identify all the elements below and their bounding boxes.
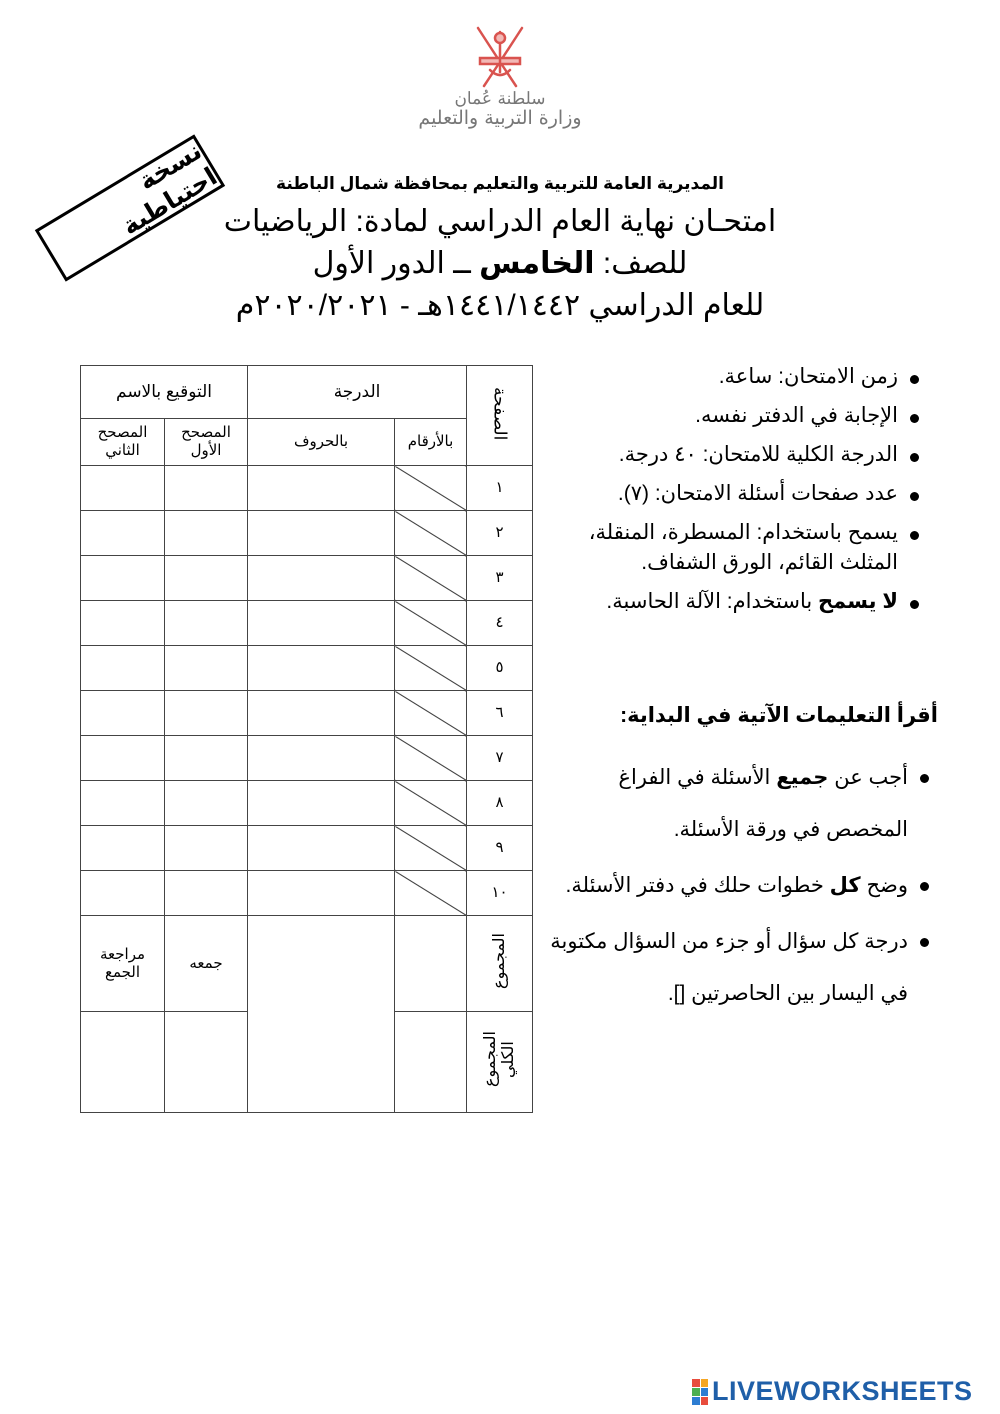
letters-cell[interactable] — [248, 556, 395, 601]
digits-cell[interactable] — [395, 556, 467, 601]
not-allowed-text: باستخدام: الآلة الحاسبة. — [606, 590, 819, 613]
total-label-cell — [467, 916, 533, 1012]
text: وضح — [860, 874, 908, 897]
not-allowed-bold: لا يسمح — [818, 590, 898, 613]
liveworksheets-logo-icon — [692, 1379, 708, 1405]
letters-cell[interactable] — [248, 466, 395, 511]
second-corrector-cell[interactable] — [81, 871, 165, 916]
table-row — [81, 691, 533, 736]
grand-total-label-cell — [467, 1012, 533, 1113]
letters-cell[interactable] — [248, 781, 395, 826]
second-corrector-cell[interactable] — [81, 646, 165, 691]
second-corrector-cell[interactable] — [81, 511, 165, 556]
digits-cell[interactable] — [395, 691, 467, 736]
info-item: يسمح باستخدام: المسطرة، المنقلة، المثلث القائم، الورق الشفاف. — [560, 518, 898, 578]
first-corrector-cell[interactable] — [165, 466, 248, 511]
grand-total-first-sign[interactable] — [165, 1012, 248, 1113]
text: الأسئلة في الفراغ المخصص في ورقة الأسئلة. — [618, 766, 908, 841]
first-corrector-cell[interactable] — [165, 511, 248, 556]
backup-copy-stamp: نسخة احتياطية — [35, 134, 225, 281]
second-corrector-cell[interactable] — [81, 781, 165, 826]
grade-name: الخامس — [479, 247, 595, 280]
table-row — [81, 466, 533, 511]
second-corrector-cell[interactable] — [81, 601, 165, 646]
text: خطوات حلك في دفتر الأسئلة. — [565, 874, 830, 897]
exam-info — [560, 362, 920, 626]
digits-cell[interactable] — [395, 511, 467, 556]
first-corrector-cell[interactable] — [165, 691, 248, 736]
letters-cell[interactable] — [248, 511, 395, 556]
page-number: ٧ — [467, 736, 533, 781]
header-second-corrector: المصحح الثاني — [81, 419, 165, 466]
header-page — [467, 366, 533, 466]
info-item: الدرجة الكلية للامتحان: ٤٠ درجة. — [560, 440, 898, 470]
instruction-item — [540, 860, 908, 912]
page-number: ٣ — [467, 556, 533, 601]
header-signature: التوقيع بالاسم — [81, 366, 248, 419]
total-review: مراجعة الجمع — [81, 916, 165, 1012]
total-letters-cell[interactable] — [248, 916, 395, 1113]
header-first-corrector: المصحح الأول — [165, 419, 248, 466]
table-row — [81, 511, 533, 556]
page-number: ٦ — [467, 691, 533, 736]
letters-cell[interactable] — [248, 736, 395, 781]
logo-text-ministry: وزارة التربية والتعليم — [418, 107, 582, 129]
second-corrector-cell[interactable] — [81, 691, 165, 736]
first-corrector-cell[interactable] — [165, 781, 248, 826]
page-label: الصفحة — [490, 386, 510, 441]
table-row — [81, 736, 533, 781]
header-digits: بالأرقام — [395, 419, 467, 466]
first-corrector-cell[interactable] — [165, 826, 248, 871]
table-row — [81, 601, 533, 646]
digits-cell[interactable] — [395, 871, 467, 916]
second-corrector-cell[interactable] — [81, 466, 165, 511]
grand-total-second-sign[interactable] — [81, 1012, 165, 1113]
header-letters: بالحروف — [248, 419, 395, 466]
info-item: الإجابة في الدفتر نفسه. — [560, 401, 898, 431]
letters-cell[interactable] — [248, 646, 395, 691]
ministry-logo — [400, 22, 600, 142]
letters-cell[interactable] — [248, 691, 395, 736]
letters-cell[interactable] — [248, 601, 395, 646]
total-label: المجموع — [490, 933, 508, 989]
instruction-item: درجة كل سؤال أو جزء من السؤال مكتوبة في اليسار بين الحاصرتين []. — [540, 916, 908, 1020]
text: أجب عن — [828, 766, 908, 789]
instructions-title: أقرأ التعليمات الآتية في البداية: — [620, 704, 938, 727]
letters-cell[interactable] — [248, 826, 395, 871]
second-corrector-cell[interactable] — [81, 826, 165, 871]
total-digits-cell[interactable] — [395, 916, 467, 1012]
page-number: ١٠ — [467, 871, 533, 916]
page-number: ٢ — [467, 511, 533, 556]
table-row — [81, 781, 533, 826]
grade-line — [150, 246, 850, 281]
grades-table — [80, 365, 533, 1113]
table-row — [81, 556, 533, 601]
academic-year: للعام الدراسي ١٤٤١/١٤٤٢هـ - ٢٠٢٠/٢٠٢١م — [235, 289, 765, 322]
logo-text-sultanate: سلطنة عُمان — [454, 89, 546, 109]
digits-cell[interactable] — [395, 646, 467, 691]
bold-text: جميع — [776, 766, 829, 789]
directorate-title: المديرية العامة للتربية والتعليم بمحافظة شمال الباطنة — [276, 174, 724, 193]
page-number: ٤ — [467, 601, 533, 646]
digits-cell[interactable] — [395, 466, 467, 511]
page-number: ٨ — [467, 781, 533, 826]
grand-total-digits-cell[interactable] — [395, 1012, 467, 1113]
header-grade: الدرجة — [248, 366, 467, 419]
grand-total-label: المجموع الكلي — [481, 1031, 517, 1088]
grade-session: ــ الدور الأول — [312, 247, 471, 280]
second-corrector-cell[interactable] — [81, 736, 165, 781]
first-corrector-cell[interactable] — [165, 871, 248, 916]
page-number: ٥ — [467, 646, 533, 691]
page-number: ١ — [467, 466, 533, 511]
first-corrector-cell[interactable] — [165, 556, 248, 601]
table-row — [81, 826, 533, 871]
info-item-not-allowed — [560, 587, 898, 617]
page-number: ٩ — [467, 826, 533, 871]
first-corrector-cell[interactable] — [165, 646, 248, 691]
bold-text: كل — [829, 874, 861, 897]
brand-text: LIVEWORKSHEETS — [712, 1376, 973, 1406]
second-corrector-cell[interactable] — [81, 556, 165, 601]
first-corrector-cell[interactable] — [165, 736, 248, 781]
digits-cell[interactable] — [395, 601, 467, 646]
liveworksheets-brand — [692, 1376, 973, 1407]
info-item: زمن الامتحان: ساعة. — [560, 362, 898, 392]
digits-cell[interactable] — [395, 781, 467, 826]
info-item: عدد صفحات أسئلة الامتحان: (٧). — [560, 479, 898, 509]
letters-cell[interactable] — [248, 871, 395, 916]
grade-prefix: للصف: — [602, 247, 688, 280]
first-corrector-cell[interactable] — [165, 601, 248, 646]
exam-title: امتحـان نهاية العام الدراسي لمادة: الرياضيات — [223, 205, 777, 238]
instructions-list — [540, 752, 930, 1024]
oman-emblem-icon — [470, 22, 530, 90]
table-row — [81, 871, 533, 916]
table-row — [81, 646, 533, 691]
digits-cell[interactable] — [395, 736, 467, 781]
instruction-item — [540, 752, 908, 856]
digits-cell[interactable] — [395, 826, 467, 871]
total-summed-by: جمعه — [165, 916, 248, 1012]
